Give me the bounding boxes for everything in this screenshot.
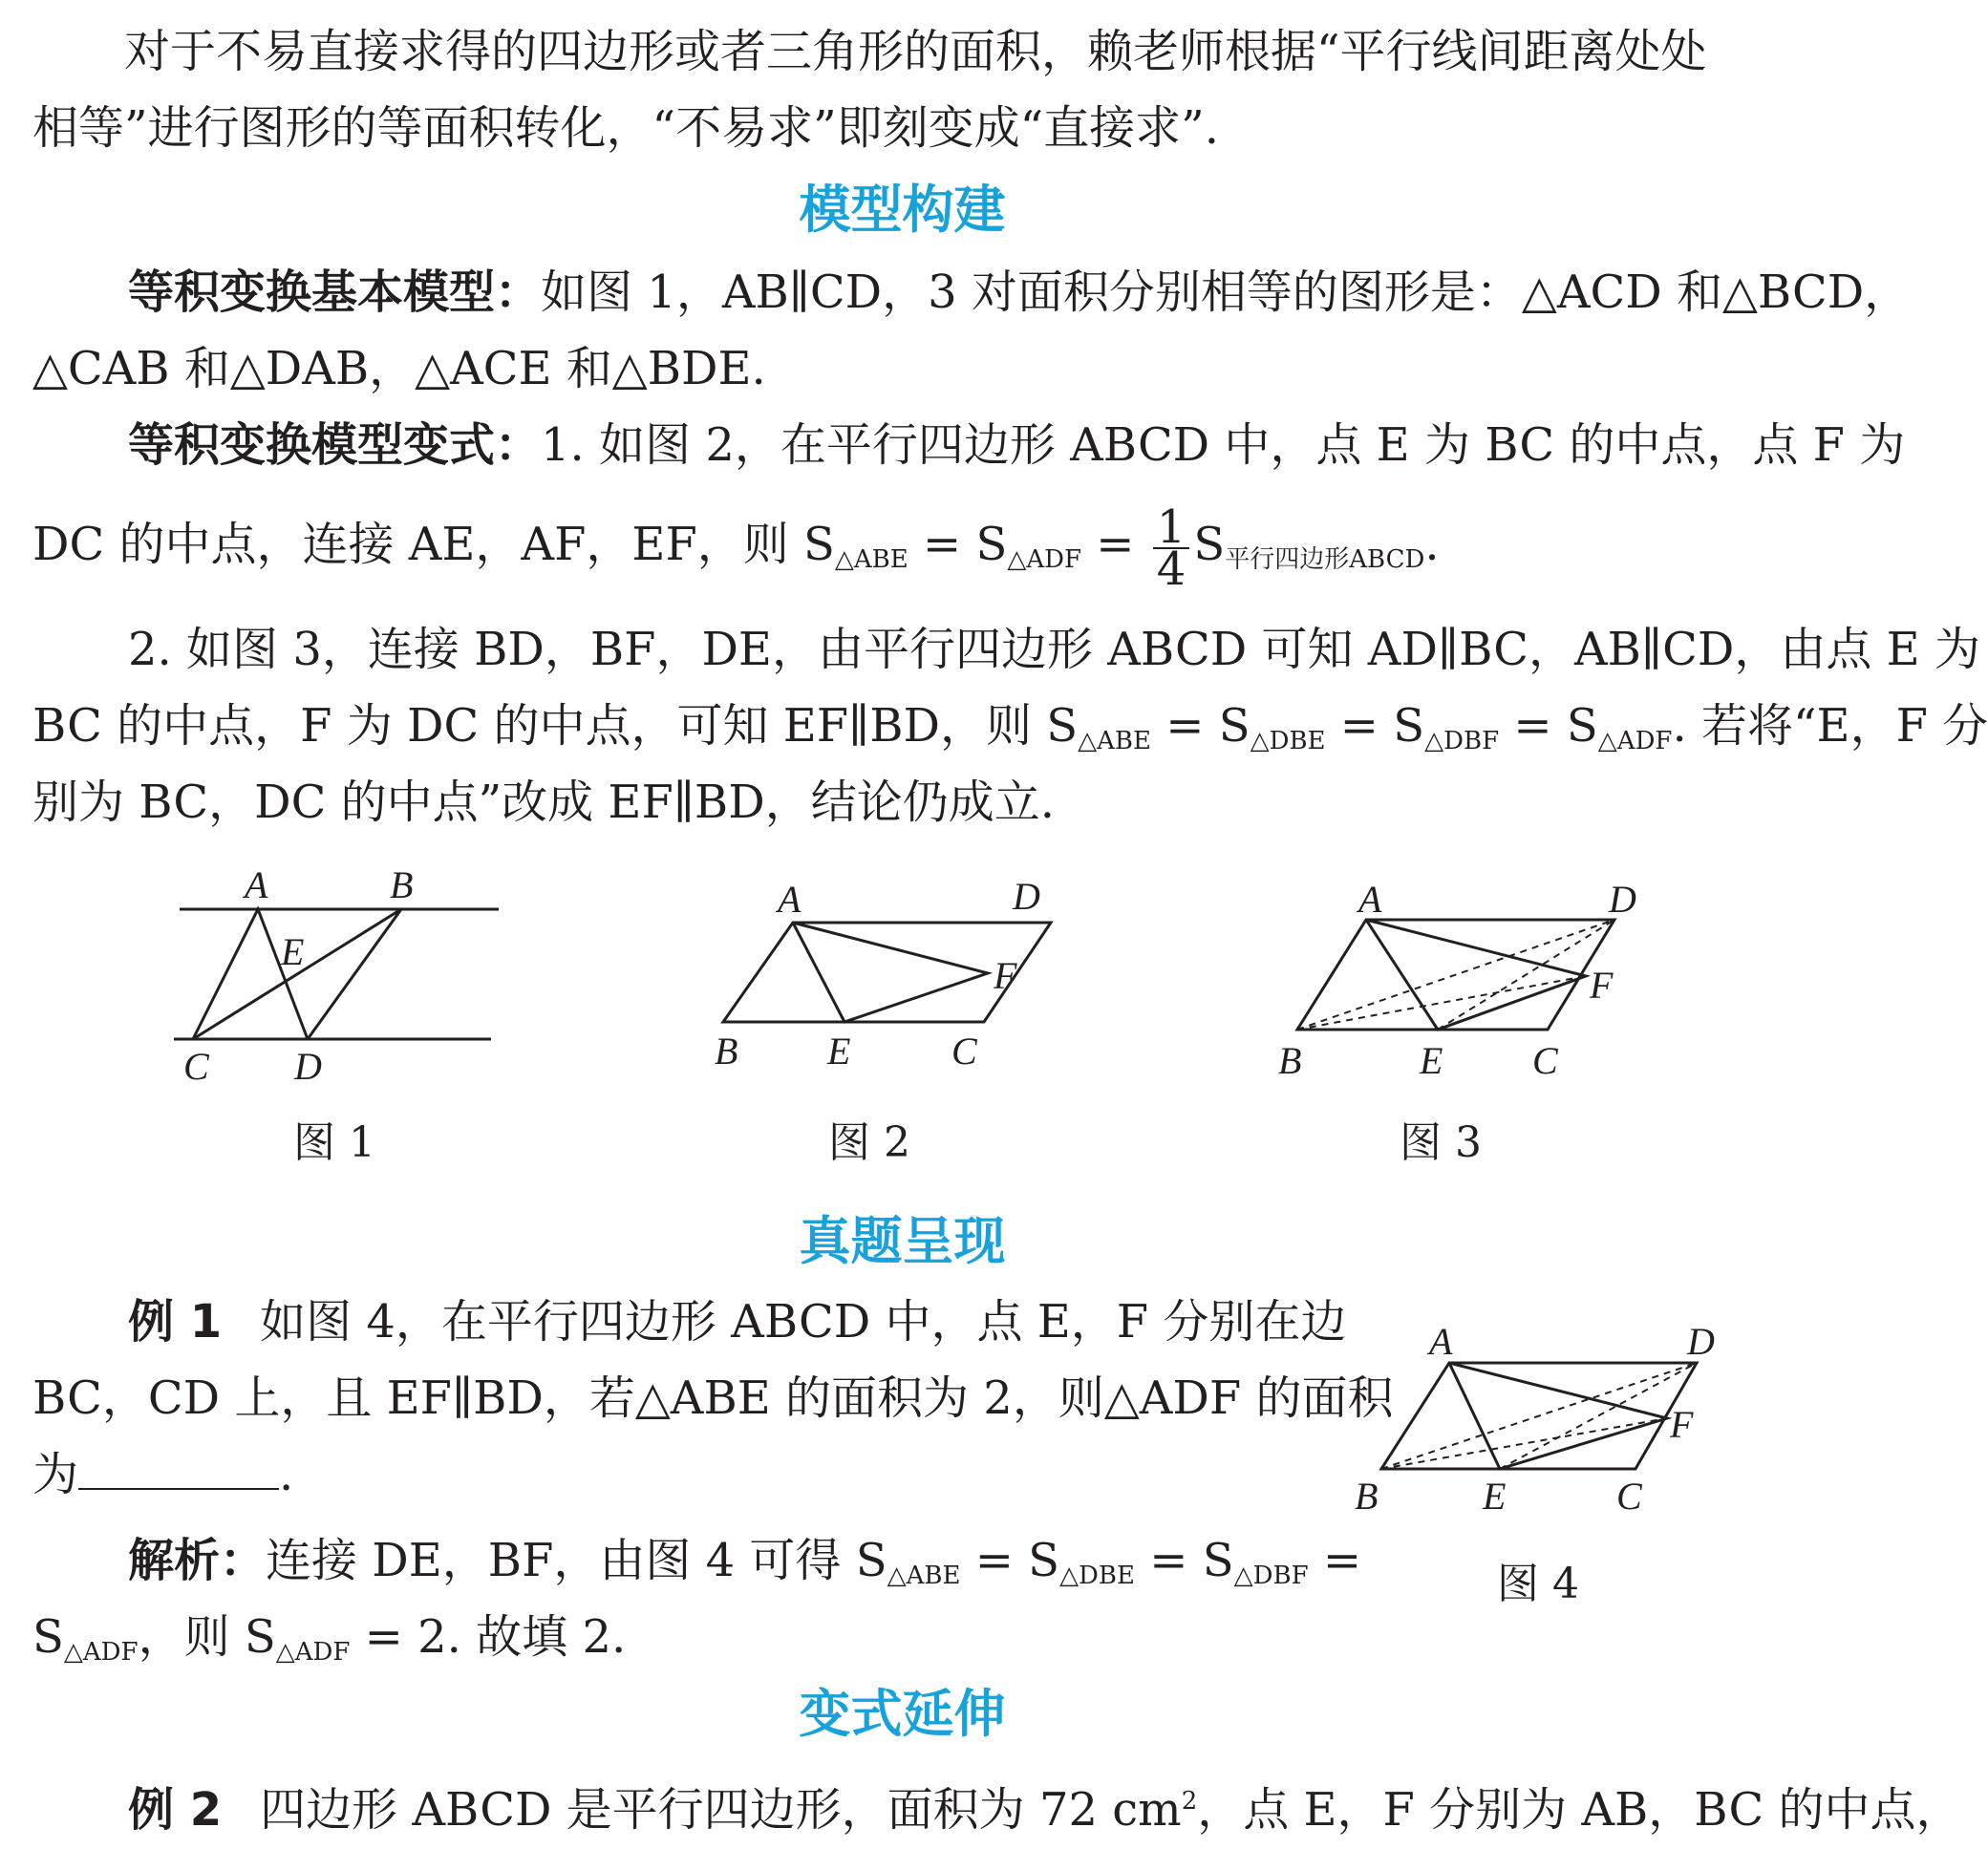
example-2-text: ，点 E，F 分别为 AB，BC 的中点，: [1197, 1783, 1962, 1837]
label-d: D: [1609, 878, 1636, 921]
label-f: F: [1670, 1403, 1694, 1446]
solution-line-2: [32, 1599, 1274, 1690]
variant-p2-line-3: 别为 BC，DC 的中点”改成 EF∥BD，结论仍成立.: [32, 776, 1055, 829]
solution-text: = S: [1135, 1534, 1234, 1587]
formula-subscript: △ABE: [887, 1562, 961, 1590]
formula-subscript: △ABE: [834, 545, 908, 574]
solution-text: 连接 DE，BF，由图 4 可得 S: [266, 1534, 887, 1587]
label-a: A: [1429, 1320, 1453, 1363]
superscript: 2: [1181, 1787, 1198, 1816]
intro-line-1: 对于不易直接求得的四边形或者三角形的面积，赖老师根据“平行线间距离处处: [124, 25, 1707, 78]
triangle-aef: [1366, 920, 1586, 1030]
formula-subscript: △DBE: [1250, 727, 1326, 755]
formula-text: DC 的中点，连接 AE，AF，EF，则 S: [32, 518, 835, 571]
basic-model-label: 等积变换基本模型：: [128, 266, 542, 319]
section-title-model: 模型构建: [799, 180, 1006, 240]
answer-blank[interactable]: [78, 1446, 279, 1490]
figure-3-caption: 图 3: [1400, 1118, 1482, 1167]
label-b: B: [390, 863, 414, 906]
label-e: E: [1483, 1475, 1507, 1518]
formula-subscript: △ADF: [1597, 727, 1673, 755]
solution-text: =: [1308, 1534, 1362, 1587]
figure-2-caption: 图 2: [828, 1118, 910, 1167]
label-c: C: [183, 1045, 209, 1088]
formula-subscript: △DBE: [1059, 1562, 1135, 1590]
example-1-text: 如图 4，在平行四边形 ABCD 中，点 E，F 分别在边: [260, 1295, 1347, 1349]
example-1-text: .: [279, 1448, 294, 1501]
example-1-line-2: BC，CD 上，且 EF∥BD，若△ABE 的面积为 2，则△ADF 的面积: [32, 1371, 1394, 1425]
formula-text: = S: [1325, 699, 1425, 753]
example-2-text: 四边形 ABCD 是平行四边形，面积为 72 cm: [260, 1783, 1182, 1837]
formula-subscript: 平行四边形ABCD: [1225, 545, 1425, 574]
solution-text: S: [32, 1610, 64, 1664]
variant-text: 1. 如图 2，在平行四边形 ABCD 中，点 E 为 BC 的中点，点 F 为: [541, 418, 1906, 472]
figure-1: [174, 909, 499, 1039]
label-b: B: [1278, 1039, 1302, 1082]
basic-model-text: 如图 1，AB∥CD，3 对面积分别相等的图形是：△ACD 和△BCD，: [541, 266, 1911, 319]
formula-text: S: [1193, 518, 1226, 571]
example-1-text: 为: [32, 1448, 79, 1501]
formula-text: = S: [1499, 699, 1598, 753]
basic-model-line-2: △CAB 和△DAB，△ACE 和△BDE.: [32, 342, 766, 395]
figure-3-dashed: [1297, 920, 1614, 1030]
variant-label: 等积变换模型变式：: [128, 418, 542, 472]
formula-text: =: [1081, 518, 1149, 571]
label-d: D: [1013, 875, 1040, 918]
dashed-bf: [1297, 976, 1586, 1030]
intro-line-2: 相等”进行图形的等面积转化，“不易求”即刻变成“直接求”.: [32, 101, 1219, 155]
label-a: A: [1358, 878, 1382, 921]
formula-text: BC 的中点，F 为 DC 的中点，可知 EF∥BD，则 S: [32, 699, 1079, 753]
variant-p2-line-1: 2. 如图 3，连接 BD，BF，DE，由平行四边形 ABCD 可知 AD∥BC，AB∥CD，由点 E 为: [128, 623, 1980, 676]
dashed-bd: [1297, 920, 1614, 1030]
solution-text: = S: [960, 1534, 1060, 1587]
example-1-line-1: [128, 1284, 1347, 1360]
label-e: E: [1420, 1039, 1443, 1082]
formula-subscript: △ADF: [63, 1638, 139, 1667]
triangle-aef: [793, 923, 988, 1022]
solution-label: 解析：: [128, 1534, 267, 1587]
solution-text: ，则 S: [138, 1610, 276, 1664]
label-b: B: [1355, 1475, 1379, 1518]
section-title-real-exam: 真题呈现: [799, 1211, 1006, 1271]
dashed-bd: [1381, 1363, 1697, 1469]
solution-text: = 2. 故填 2.: [350, 1610, 627, 1664]
label-e: E: [827, 1030, 851, 1073]
label-a: A: [245, 863, 268, 906]
label-a: A: [778, 878, 802, 921]
label-f: F: [994, 954, 1017, 997]
formula-subscript: △ADF: [1007, 545, 1082, 574]
example-2-line-1: [128, 1763, 1962, 1848]
figure-1-caption: 图 1: [293, 1118, 375, 1167]
label-d: D: [294, 1045, 322, 1088]
formula-text: = S: [908, 518, 1008, 571]
formula-text: = S: [1150, 699, 1251, 753]
example-1-label: 例 1: [128, 1295, 223, 1349]
triangle-aef: [1449, 1363, 1667, 1469]
fraction-denominator: 4: [1156, 542, 1186, 596]
formula-subscript: △DBF: [1233, 1562, 1309, 1590]
formula-text: . 若将“E，F 分: [1672, 699, 1988, 753]
label-d: D: [1687, 1320, 1715, 1363]
label-f: F: [1590, 964, 1614, 1007]
dashed-de: [1438, 920, 1614, 1030]
formula-subscript: △DBF: [1424, 727, 1500, 755]
label-c: C: [951, 1030, 977, 1073]
label-c: C: [1532, 1039, 1558, 1082]
example-2-label: 例 2: [128, 1783, 223, 1837]
label-b: B: [715, 1030, 738, 1073]
fraction-numerator: 1: [1153, 507, 1190, 549]
label-e: E: [281, 930, 305, 973]
figure-4-dashed: [1381, 1363, 1697, 1469]
formula-subscript: △ABE: [1078, 727, 1151, 755]
example-1-line-3: [32, 1436, 1274, 1513]
formula-subscript: △ADF: [275, 1638, 351, 1667]
section-title-extension: 变式延伸: [799, 1684, 1006, 1744]
triangle-acd-sides: [193, 909, 308, 1039]
figure-4-caption: 图 4: [1497, 1560, 1579, 1608]
label-c: C: [1616, 1475, 1642, 1518]
formula-text: .: [1424, 518, 1440, 571]
